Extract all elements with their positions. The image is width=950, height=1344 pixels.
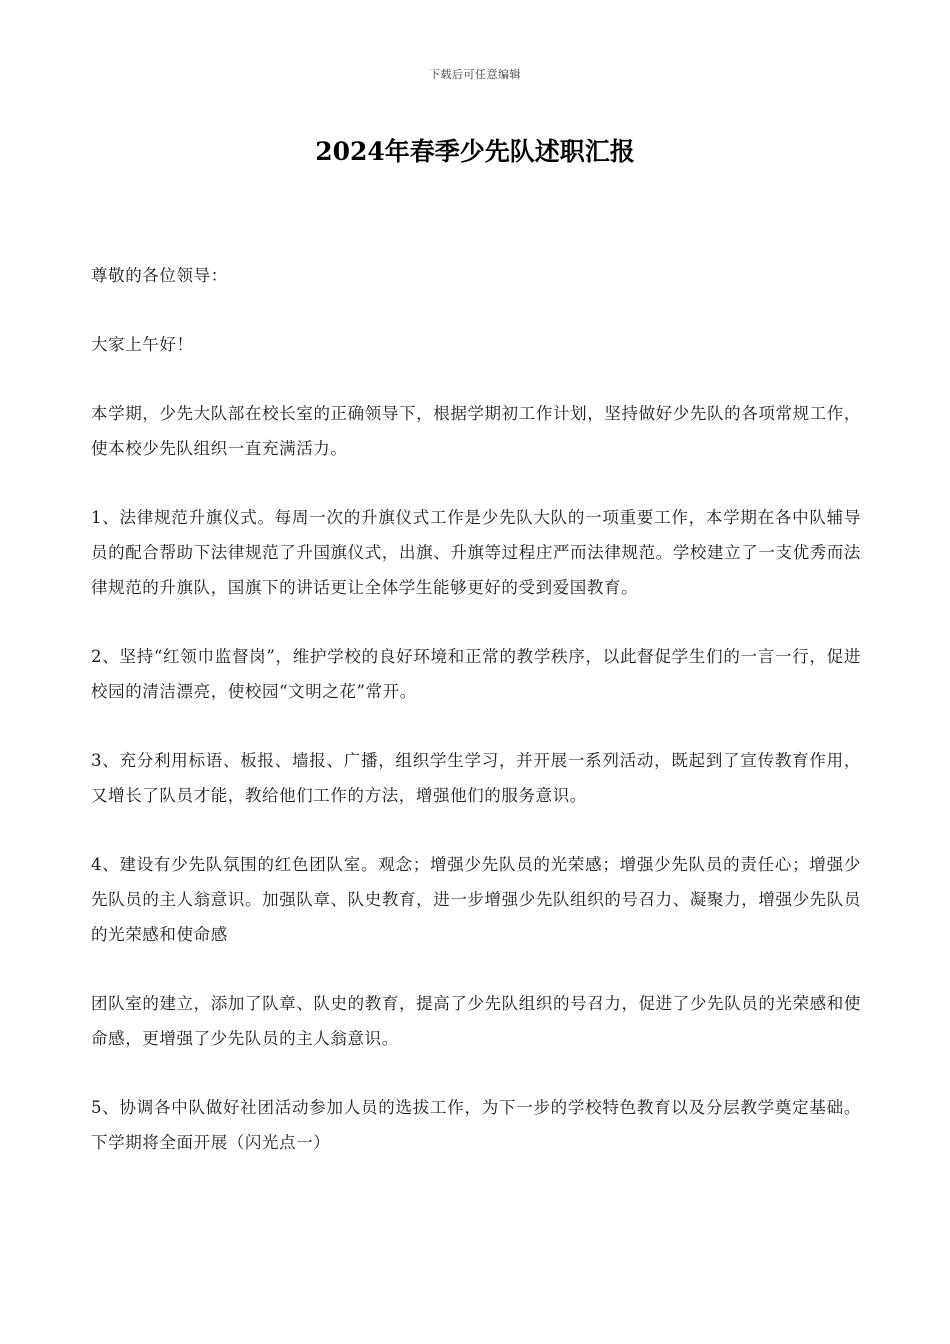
header-note: 下载后可任意编辑 (429, 68, 521, 81)
salutation: 尊敬的各位领导： (91, 266, 228, 285)
item-4-continued-paragraph: 团队室的建立，添加了队章、队史的教育，提高了少先队组织的号召力，促进了少先队员的光荣感和使命感，更增强了少先队员的主人翁意识。 (91, 994, 861, 1048)
document-title: 2024年春季少先队述职汇报 (315, 137, 635, 166)
item-4-paragraph: 4、建设有少先队氛围的红色团队室。观念；增强少先队员的光荣感；增强少先队员的责任心；增强少先队员的主人翁意识。加强队章、队史教育，进一步增强少先队组织的号召力、凝聚力，增强少先队员的光荣感和使命感 (91, 855, 861, 944)
item-5-paragraph: 5、协调各中队做好社团活动参加人员的选拔工作，为下一步的学校特色教育以及分层教学奠定基础。下学期将全面开展（闪光点一） (91, 1098, 861, 1152)
greeting: 大家上午好！ (91, 335, 194, 354)
item-1-paragraph: 1、法律规范升旗仪式。每周一次的升旗仪式工作是少先队大队的一项重要工作，本学期在各中队辅导员的配合帮助下法律规范了升国旗仪式，出旗、升旗等过程庄严而法律规范。学校建立了一支优秀而法律规范的升旗队，国旗下的讲话更让全体学生能够更好的受到爱国教育。 (91, 508, 861, 597)
item-3-paragraph: 3、充分利用标语、板报、墙报、广播，组织学生学习，并开展一系列活动，既起到了宣传教育作用，又增长了队员才能，教给他们工作的方法，增强他们的服务意识。 (91, 751, 861, 805)
document-body (91, 258, 861, 1194)
item-2-paragraph: 2、坚持“红领巾监督岗”，维护学校的良好环境和正常的教学秩序，以此督促学生们的一言一行，促进校园的清洁漂亮，使校园“文明之花”常开。 (91, 647, 861, 701)
intro-paragraph: 本学期，少先大队部在校长室的正确领导下，根据学期初工作计划，坚持做好少先队的各项常规工作，使本校少先队组织一直充满活力。 (91, 404, 861, 458)
